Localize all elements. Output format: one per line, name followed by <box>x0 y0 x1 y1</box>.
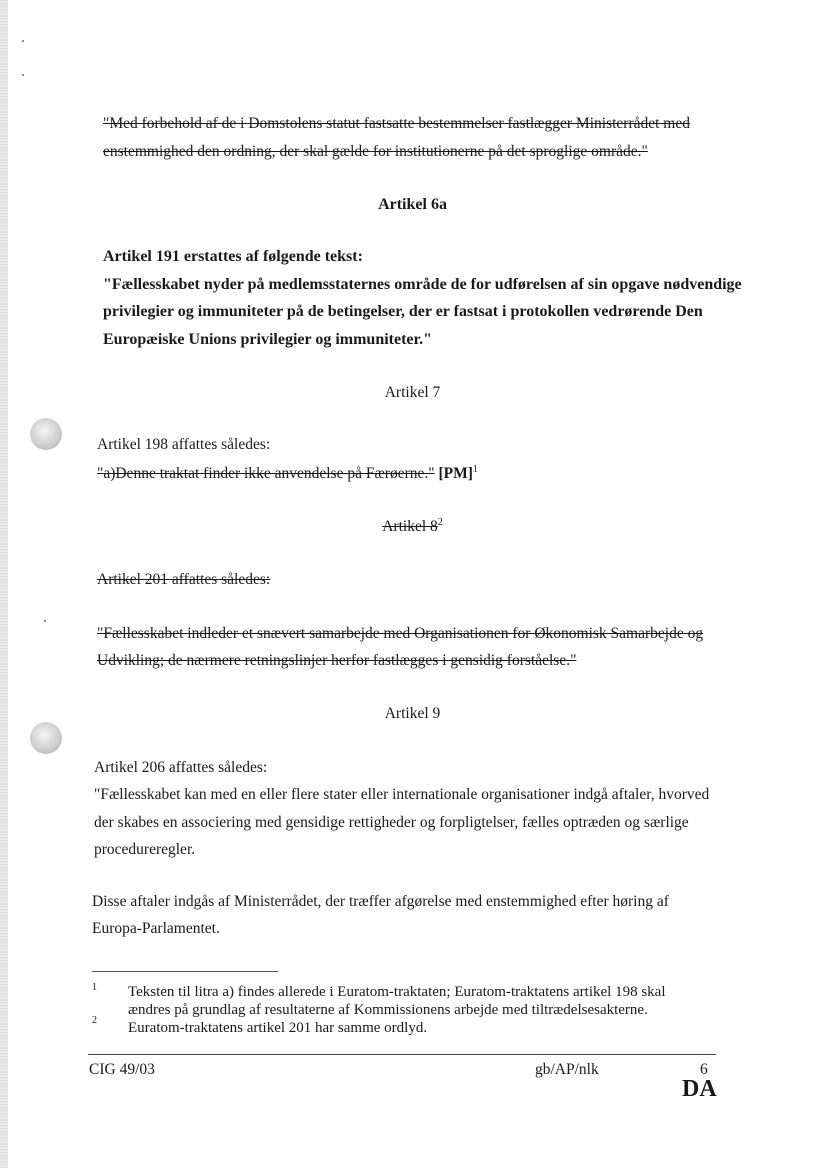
article-text-line: privilegier og immuniteter på de betingelser, der er fastsat i protokollen vedrørende Den <box>103 303 703 320</box>
article-heading: Artikel 9 <box>384 705 441 722</box>
article-text-line: Disse aftaler indgås af Ministerrådet, der træffer afgørelse med enstemmighed efter høring af <box>92 893 669 910</box>
footnote-mark: 1 <box>92 982 97 993</box>
doc-reference: CIG 49/03 <box>89 1061 155 1078</box>
footer-separator <box>88 1054 716 1055</box>
article-text-line: procedureregler. <box>94 841 196 858</box>
author-initials: gb/AP/nlk <box>535 1061 599 1078</box>
article-intro: Artikel 206 affattes således: <box>94 759 268 776</box>
pm-marker: [PM] <box>438 465 473 482</box>
footnote-ref: 2 <box>437 516 443 528</box>
scan-speck <box>22 74 24 76</box>
article-text-line: "Fællesskabet nyder på medlemsstaternes område de for udførelsen af sin opgave nødvendige <box>103 276 742 293</box>
scan-speck <box>44 620 46 622</box>
punch-hole-top <box>30 418 62 450</box>
struck-text: "a)Denne traktat finder ikke anvendelse på Færøerne." <box>97 465 435 482</box>
struck-paragraph-line: enstemmighed den ordning, der skal gælde for institutionerne på det sproglige område." <box>103 143 648 160</box>
scan-edge <box>0 0 8 1168</box>
struck-intro: Artikel 201 affattes således: <box>97 571 271 588</box>
footnote-text: Teksten til litra a) findes allerede i Euratom-traktaten; Euratom-traktatens artikel 198 skal <box>128 984 666 1000</box>
footnote-ref: 1 <box>472 463 478 475</box>
footnote-separator <box>92 971 278 972</box>
footnote-text: Euratom-traktatens artikel 201 har samme ordlyd. <box>128 1020 428 1036</box>
language-code: DA <box>682 1076 717 1102</box>
footnote-mark: 2 <box>92 1015 97 1026</box>
article-intro: Artikel 191 erstattes af følgende tekst: <box>103 248 363 265</box>
punch-hole-bottom <box>30 722 62 754</box>
struck-heading: Artikel 8 <box>382 518 438 535</box>
article-text-line: Europa-Parlamentet. <box>92 920 220 937</box>
page-number: 6 <box>700 1061 708 1078</box>
struck-paragraph-line: Udvikling; de nærmere retningslinjer herfor fastlægges i gensidig forståelse." <box>97 652 577 669</box>
article-heading: Artikel 7 <box>384 384 441 401</box>
article-text-line <box>97 464 478 484</box>
article-text-line: Europæiske Unions privilegier og immuniteter." <box>103 331 433 348</box>
scan-speck <box>22 40 24 42</box>
article-intro: Artikel 198 affattes således: <box>97 436 271 453</box>
article-heading: Artikel 6a <box>378 196 447 213</box>
struck-paragraph-line: "Fællesskabet indleder et snævert samarbejde med Organisationen for Økonomisk Samarbejde og <box>97 625 704 642</box>
article-text-line: der skabes en associering med gensidige rettigheder og forpligtelser, fælles optræden og særlige <box>94 814 689 831</box>
footnote-text: ændres på grundlag af resultaterne af Kommissionens arbejde med tiltrædelsesakterne. <box>128 1002 648 1018</box>
article-heading <box>0 517 825 537</box>
article-text-line: "Fællesskabet kan med en eller flere stater eller internationale organisationer indgå aftaler, hvorved <box>94 786 710 803</box>
struck-paragraph-line: "Med forbehold af de i Domstolens statut fastsatte bestemmelser fastlægger Ministerrådet med <box>103 115 690 132</box>
